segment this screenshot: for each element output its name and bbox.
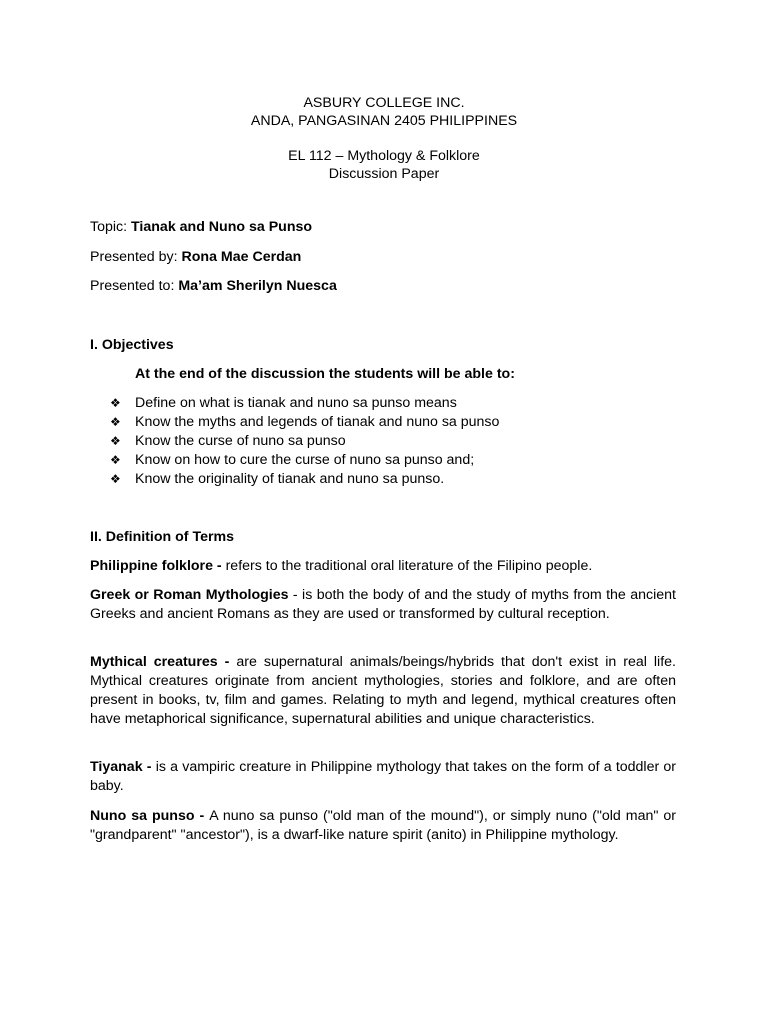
presented-by-label: Presented by: [90, 249, 182, 265]
presented-to-label: Presented to: [90, 278, 179, 294]
definition-term: Philippine folklore - [90, 558, 226, 574]
presented-by-line [90, 248, 301, 266]
definition-mythical-creatures [90, 653, 676, 729]
definition-text: A nuno sa punso ("old man of the mound"), or simply nuno ("old man" or "grandparent" "ancestor"), is a dwarf-like nature spirit (anito) in Philippine mythology. [90, 808, 676, 843]
objectives-heading: I. Objectives [90, 337, 174, 353]
list-item [110, 413, 499, 432]
course-title: EL 112 – Mythology & Folklore [288, 148, 480, 164]
document-type: Discussion Paper [328, 166, 440, 182]
diamond-bullet-icon: ❖ [110, 453, 121, 467]
diamond-bullet-icon: ❖ [110, 415, 121, 429]
definition-term: Mythical creatures - [90, 654, 237, 670]
list-item [110, 451, 499, 470]
objectives-lead: At the end of the discussion the students will be able to: [135, 366, 515, 382]
diamond-bullet-icon: ❖ [110, 396, 121, 410]
definition-text: is a vampiric creature in Philippine mythology that takes on the form of a toddler or baby. [90, 759, 677, 794]
diamond-bullet-icon: ❖ [110, 434, 121, 448]
course-heading [0, 147, 768, 183]
definition-tiyanak [90, 758, 676, 796]
objective-text: Know the originality of tianak and nuno sa punso. [135, 471, 445, 487]
list-item [110, 394, 499, 413]
definition-philippine-folklore [90, 557, 676, 576]
definition-text: - is both the body of and the study of myths from the ancient Greeks and ancient Romans as they are used or transformed by cultural reception. [90, 587, 676, 622]
presented-to-line [90, 277, 337, 295]
institution-address: ANDA, PANGASINAN 2405 PHILIPPINES [250, 113, 518, 129]
topic-value: Tianak and Nuno sa Punso [131, 219, 313, 235]
definition-nuno-sa-punso [90, 807, 676, 845]
definition-term: Nuno sa punso - [90, 808, 210, 824]
definition-term: Greek or Roman Mythologies [90, 587, 289, 603]
definition-greek-roman-mythologies [90, 586, 676, 624]
topic-line [90, 218, 312, 236]
definitions-heading: II. Definition of Terms [90, 529, 234, 545]
presented-by-value: Rona Mae Cerdan [181, 249, 302, 265]
institution-name: ASBURY COLLEGE INC. [303, 95, 465, 111]
objective-text: Know the myths and legends of tianak and nuno sa punso [135, 414, 500, 430]
objective-text: Know the curse of nuno sa punso [135, 433, 346, 449]
presented-to-value: Ma’am Sherilyn Nuesca [178, 278, 337, 294]
definition-text: refers to the traditional oral literature of the Filipino people. [225, 558, 593, 574]
objective-text: Define on what is tianak and nuno sa punso means [135, 395, 457, 411]
diamond-bullet-icon: ❖ [110, 472, 121, 486]
list-item [110, 470, 499, 489]
list-item [110, 432, 499, 451]
topic-label: Topic: [90, 219, 132, 235]
objectives-list [110, 394, 499, 489]
objective-text: Know on how to cure the curse of nuno sa punso and; [135, 452, 475, 468]
definition-text: are supernatural animals/beings/hybrids that don't exist in real life. Mythical creatures originate from ancient mythologies, stories and folklore, and are often present in books, tv, film and games. Relating to myth and legend, mythical creatures often have metaphorical significance, supernatural abilities and unique characteristics. [90, 654, 676, 727]
document-header [0, 94, 768, 130]
definition-term: Tiyanak - [90, 759, 156, 775]
